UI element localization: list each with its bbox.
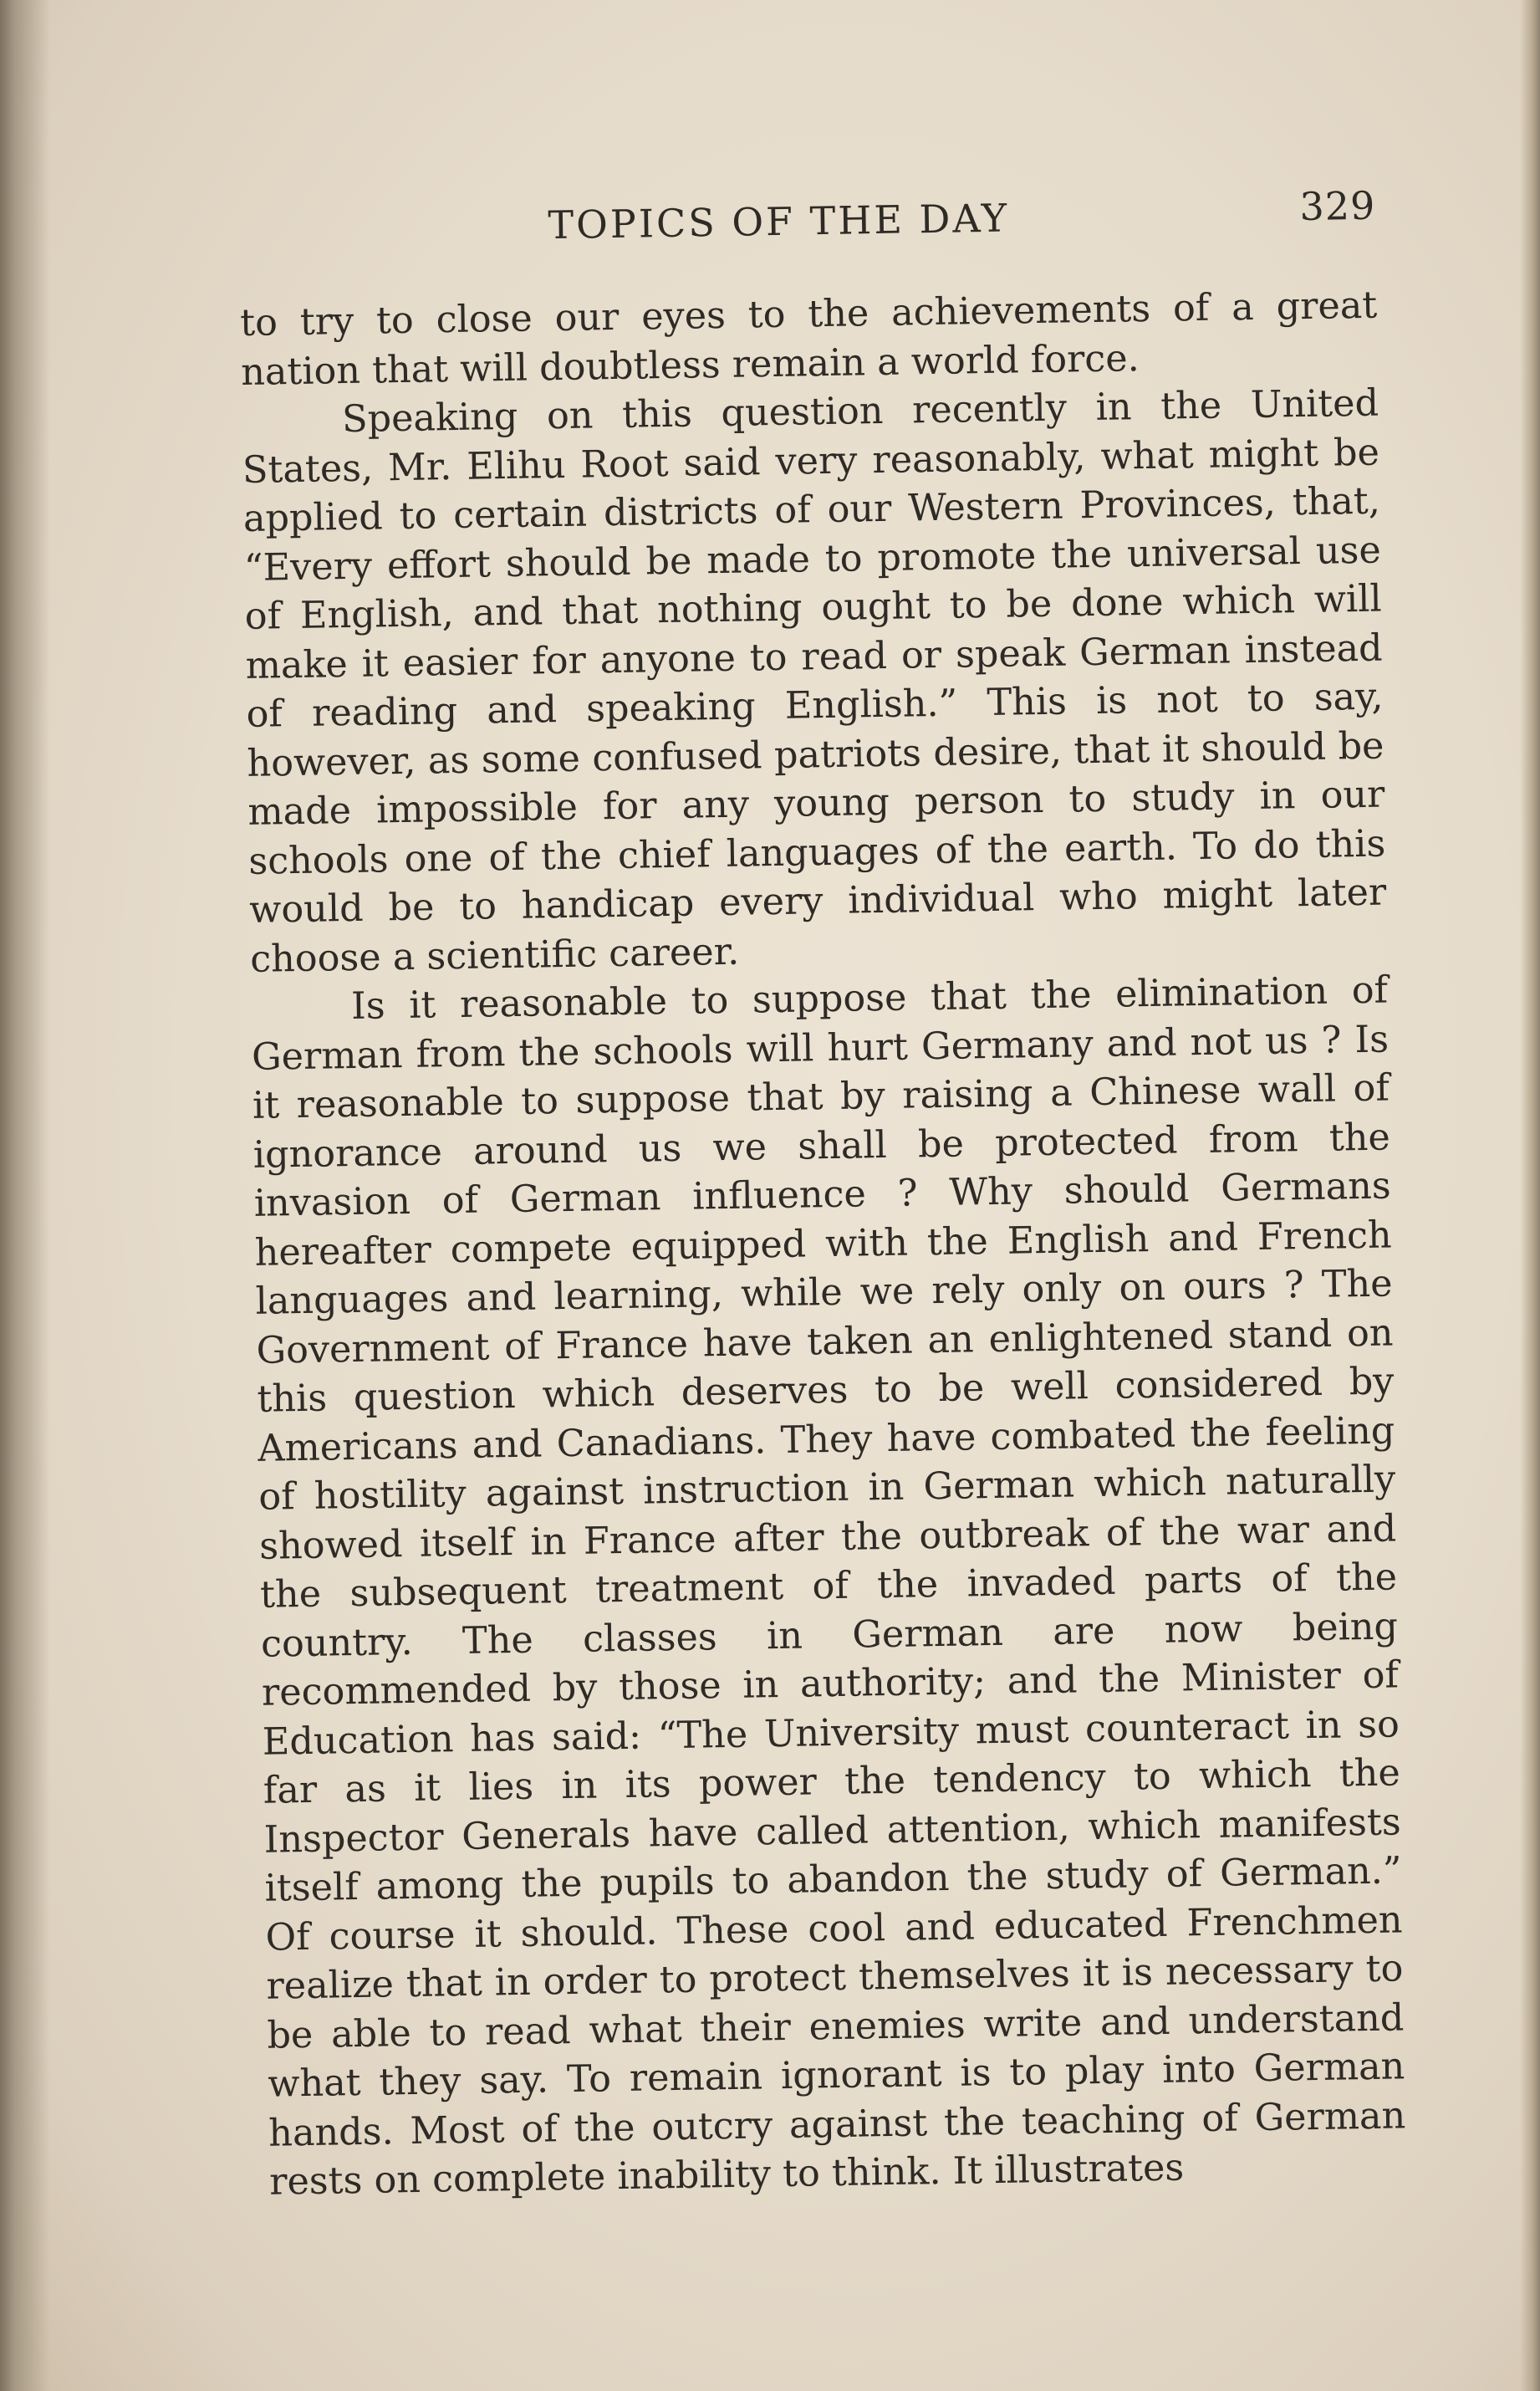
running-header — [238, 183, 1376, 276]
page-content — [238, 183, 1407, 2208]
paragraph: Speaking on this question recently in the United States, Mr. Elihu Root said very reasonably, what might be applied to certain districts of our Western Provinces, that, “Every effort should be made to promote the universal use of English, and that nothing ought to be done which will make it easier for anyone to read or speak German instead of reading and speaking English.” This is not to say, however, as some confused patriots desire, that it should be made impossible for any young person to study in our schools one of the chief languages of the earth. To do this would be to handicap every individual who might later choose a scientific career. — [242, 381, 1387, 981]
page-number: 329 — [1299, 182, 1376, 230]
paragraph: Is it reasonable to suppose that the elimination of German from the schools will hurt Germany and not us ? Is it reasonable to suppose that by raising a Chinese wall of ignorance around us we shall be protected from the invasion of German influence ? Why should Germans hereafter compete equipped with the English and French languages and learning, while we rely only on ours ? The Government of France have taken an enlightened stand on this question which deserves to be well considered by Americans and Canadians. They have combated the feeling of hostility against instruction in German which naturally showed itself in France after the outbreak of the war and the subsequent treatment of the invaded parts of the country. The classes in German are now being recommended by those in authority; and the Minister of Education has said: “The University must counteract in so far as it lies in its power the tendency to which the Inspector Generals have called attention, which manifests itself among the pupils to abandon the study of German.” Of course it should. These cool and educated Frenchmen realize that in order to protect themselves it is necessary to be able to read what their enemies write and understand what they say. To remain ignorant is to play into German hands. Most of the outcry against the teaching of German rests on complete inability to think. It illustrates — [251, 968, 1406, 2204]
paragraph: to try to close our eyes to the achievements of a great nation that will doubtless remain a world force. — [239, 284, 1378, 394]
binding-shadow — [0, 0, 50, 2391]
running-header-title: TOPICS OF THE DAY — [548, 195, 1010, 248]
page-edge — [1520, 0, 1540, 2391]
body-text — [240, 282, 1407, 2208]
